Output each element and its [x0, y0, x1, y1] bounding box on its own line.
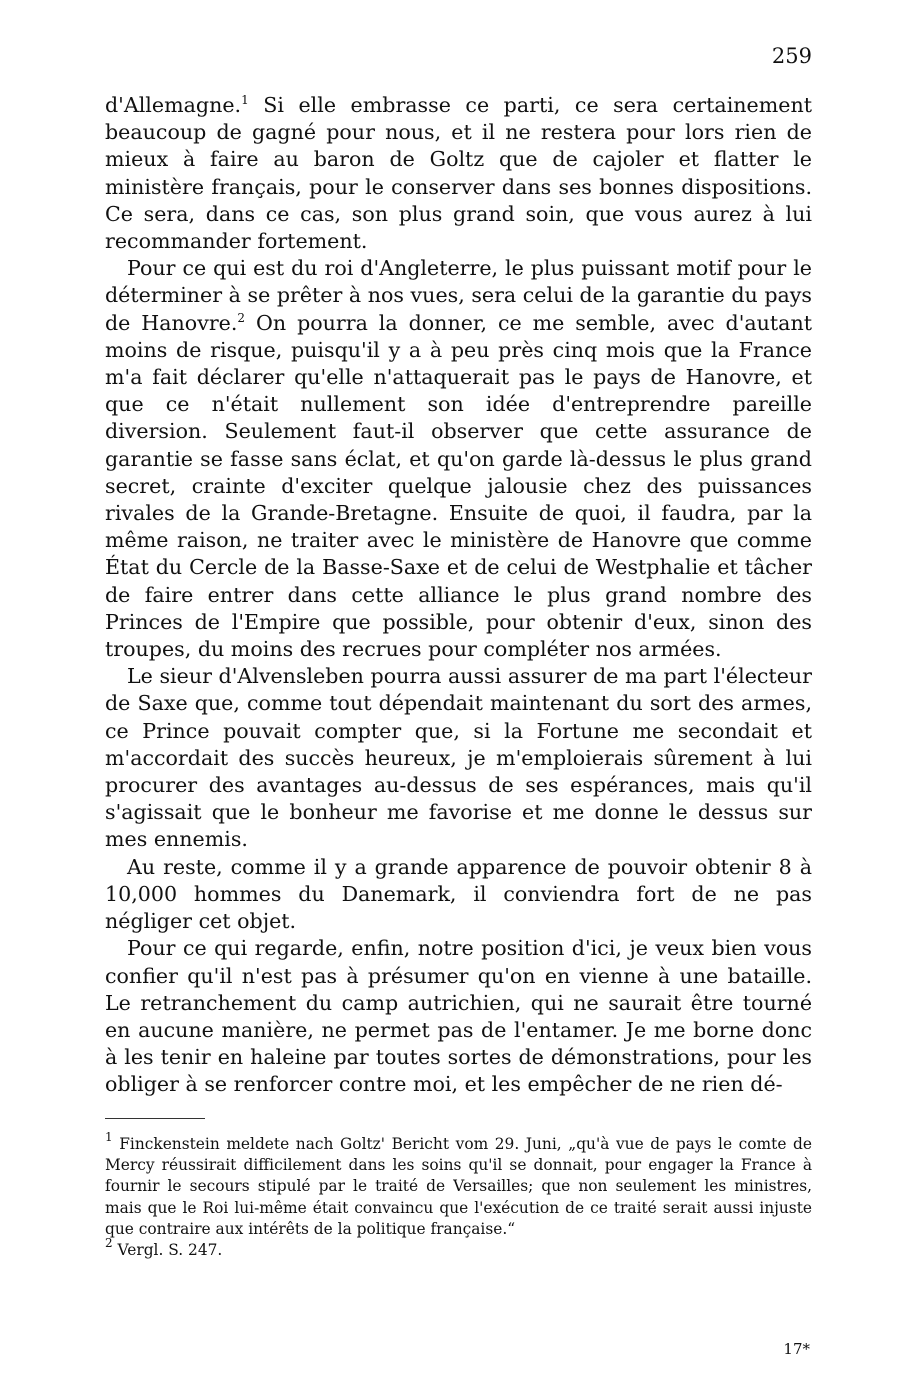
paragraph-text: d'Allemagne.	[105, 93, 242, 117]
footnote-ref-1: 1	[241, 93, 249, 107]
paragraph-text: Pour ce qui est du roi d'Angleterre, le plus puissant motif pour le déterminer à se prêter à nos vues, sera celui de la garantie du pays de Hanovre.	[105, 256, 812, 335]
paragraph-3: Le sieur d'Alvensleben pourra aussi assurer de ma part l'électeur de Saxe que, comme tout dépendait maintenant du sort des armes, ce Prince pouvait compter que, si la Fortune me secondait et m'accordait des succès heureux, je m'emploierais sûrement à lui procurer des avantages au-dessus de ses espérances, mais qu'il s'agissait que le bonheur me favorise et me donne le dessus sur mes ennemis.	[105, 664, 812, 852]
footnote-marker: 2	[105, 1236, 113, 1251]
footnote-1	[105, 1130, 812, 1240]
footnote-ref-2: 2	[237, 310, 246, 325]
footnote-divider	[105, 1118, 205, 1119]
footnote-marker: 1	[105, 1130, 113, 1144]
signature-mark: 17*	[783, 1340, 810, 1358]
paragraph-2	[105, 255, 812, 663]
paragraph-4: Au reste, comme il y a grande apparence de pouvoir obtenir 8 à 10,000 hommes du Danemark, il conviendra fort de ne pas négliger cet objet.	[105, 854, 812, 934]
paragraph-5: Pour ce qui regarde, enfin, notre position d'ici, je veux bien vous confier qu'il n'est pas à présumer qu'on en vienne à une bataille. Le retranchement du camp autrichien, qui ne saurait être tourné en aucune manière, ne permet pas de l'entamer. Je me borne donc à les tenir en haleine par toutes sortes de démonstrations, pour les obliger à se renforcer contre moi, et les empêcher de ne rien dé-	[105, 936, 812, 1097]
paragraph-text: On pourra la donner, ce me semble, avec d'autant moins de risque, puisqu'il y a à peu près cinq mois que la France m'a fait déclarer qu'elle n'attaquerait pas le pays de Hanovre, et que ce n'était nullement son idée d'entreprendre pareille diversion. Seulement faut-il observer que cette assurance de garantie se fasse sans éclat, et qu'on garde là-dessus le plus grand secret, crainte d'exciter quelque jalousie chez des puissances rivales de la Grande-Bretagne. Ensuite de quoi, il faudra, par la même raison, ne traiter avec le ministère de Hanovre que comme État du Cercle de la Basse-Saxe et de celui de Westphalie et tâcher de faire entrer dans cette alliance le plus grand nombre des Princes de l'Empire que possible, pour obtenir d'eux, sinon des troupes, du moins des recrues pour compléter nos armées.	[105, 310, 813, 662]
footnote-text: Finckenstein meldete nach Goltz' Bericht vom 29. Juni, „qu'à vue de pays le comte de Mercy réussirait difficilement dans les soins qu'il se donnait, pour engager la France à fournir le secours stipulé par le traité de Versailles; que non seulement les ministres, mais que le Roi lui-même était convaincu que l'exécution de ce traité serait aussi injuste que contraire aux intérêts de la politique française.“	[105, 1135, 812, 1238]
paragraph-text: Si elle embrasse ce parti, ce sera certainement beaucoup de gagné pour nous, et il ne restera pour lors rien de mieux à faire au baron de Goltz que de cajoler et flatter le ministère français, pour le conserver dans ses bonnes dispositions. Ce sera, dans ce cas, son plus grand soin, que vous aurez à lui recommander fortement.	[105, 93, 812, 254]
page-number: 259	[771, 44, 812, 68]
footnote-2	[105, 1236, 812, 1261]
paragraph-1	[105, 92, 812, 255]
footnotes	[105, 1130, 812, 1261]
footnote-text: Vergl. S. 247.	[112, 1241, 223, 1260]
body-text	[105, 92, 812, 1099]
